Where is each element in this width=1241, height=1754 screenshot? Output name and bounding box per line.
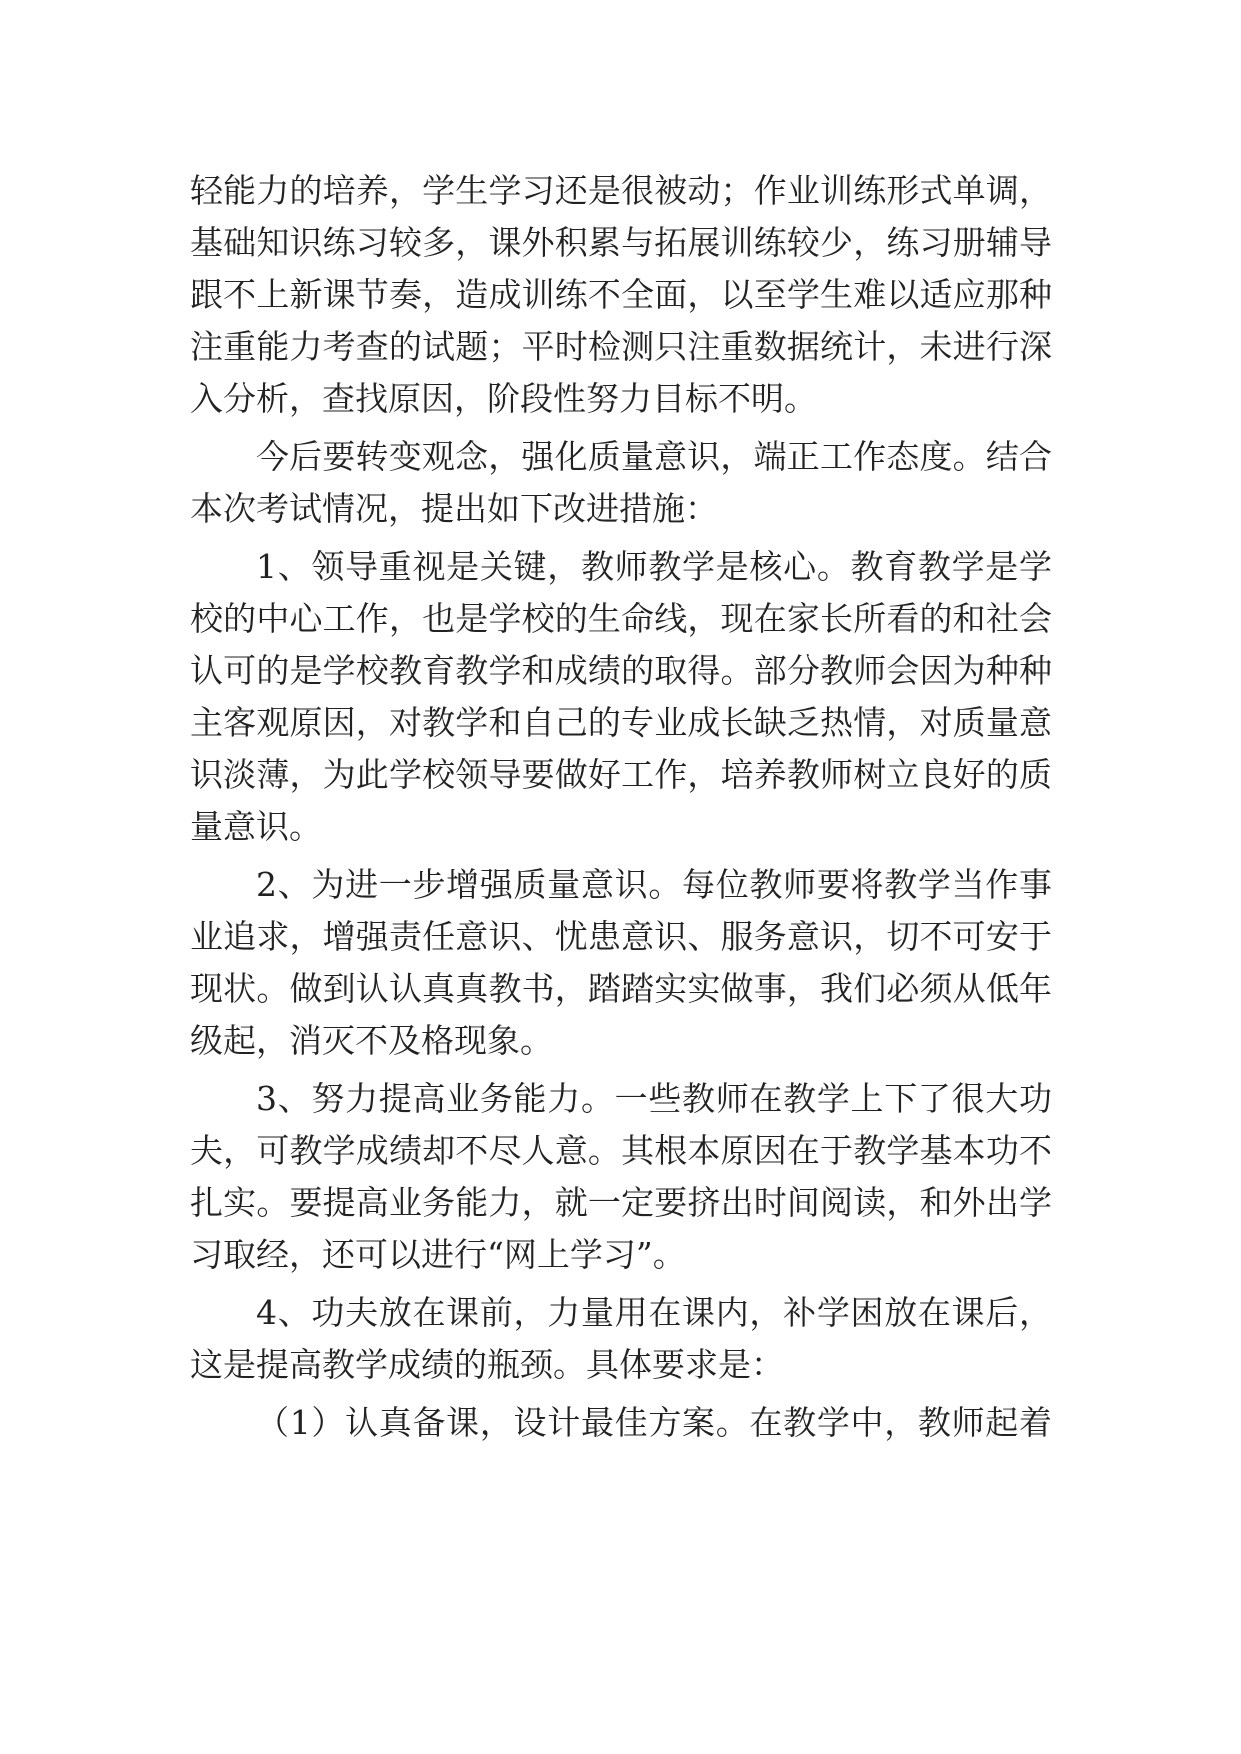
text-line: 这是提高教学成绩的瓶颈。具体要求是： — [190, 1345, 784, 1384]
text-line: 跟不上新课节奏，造成训练不全面，以至学生难以适应那种 — [190, 275, 1052, 314]
paragraph-7 — [190, 1397, 1052, 1449]
text-line: 夫，可教学成绩却不尽人意。其根本原因在于教学基本功不 — [190, 1131, 1052, 1170]
paragraph-6 — [190, 1287, 1052, 1391]
text-line: 校的中心工作，也是学校的生命线，现在家长所看的和社会 — [190, 599, 1052, 638]
text-line: 入分析，查找原因，阶段性努力目标不明。 — [190, 379, 817, 418]
paragraph-3 — [190, 541, 1052, 853]
text-line: 1、领导重视是关键，教师教学是核心。教育教学是学 — [256, 547, 1052, 586]
text-line: 本次考试情况，提出如下改进措施： — [190, 489, 718, 528]
paragraph-4 — [190, 859, 1052, 1067]
text-line: 4、功夫放在课前，力量用在课内，补学困放在课后， — [256, 1293, 1052, 1332]
text-line: 认可的是学校教育教学和成绩的取得。部分教师会因为种种 — [190, 651, 1052, 690]
text-line: （1）认真备课，设计最佳方案。在教学中，教师起着 — [256, 1403, 1052, 1442]
text-line: 注重能力考查的试题；平时检测只注重数据统计，未进行深 — [190, 327, 1052, 366]
text-line: 业追求，增强责任意识、忧患意识、服务意识，切不可安于 — [190, 917, 1052, 956]
text-line: 扎实。要提高业务能力，就一定要挤出时间阅读，和外出学 — [190, 1183, 1052, 1222]
text-line: 今后要转变观念，强化质量意识，端正工作态度。结合 — [256, 437, 1052, 476]
text-line: 基础知识练习较多，课外积累与拓展训练较少，练习册辅导 — [190, 223, 1052, 262]
text-line: 现状。做到认认真真教书，踏踏实实做事，我们必须从低年 — [190, 969, 1052, 1008]
text-line: 量意识。 — [190, 807, 322, 846]
text-line: 轻能力的培养，学生学习还是很被动；作业训练形式单调， — [190, 171, 1052, 210]
paragraph-1 — [190, 165, 1052, 425]
text-line: 级起，消灭不及格现象。 — [190, 1021, 553, 1060]
paragraph-5 — [190, 1073, 1052, 1281]
paragraph-2 — [190, 431, 1052, 535]
text-line: 习取经，还可以进行“网上学习”。 — [190, 1235, 686, 1274]
text-line: 主客观原因，对教学和自己的专业成长缺乏热情，对质量意 — [190, 703, 1052, 742]
text-line: 2、为进一步增强质量意识。每位教师要将教学当作事 — [256, 865, 1052, 904]
document-body — [190, 165, 1052, 1449]
text-line: 3、努力提高业务能力。一些教师在教学上下了很大功 — [256, 1079, 1052, 1118]
text-line: 识淡薄，为此学校领导要做好工作，培养教师树立良好的质 — [190, 755, 1052, 794]
